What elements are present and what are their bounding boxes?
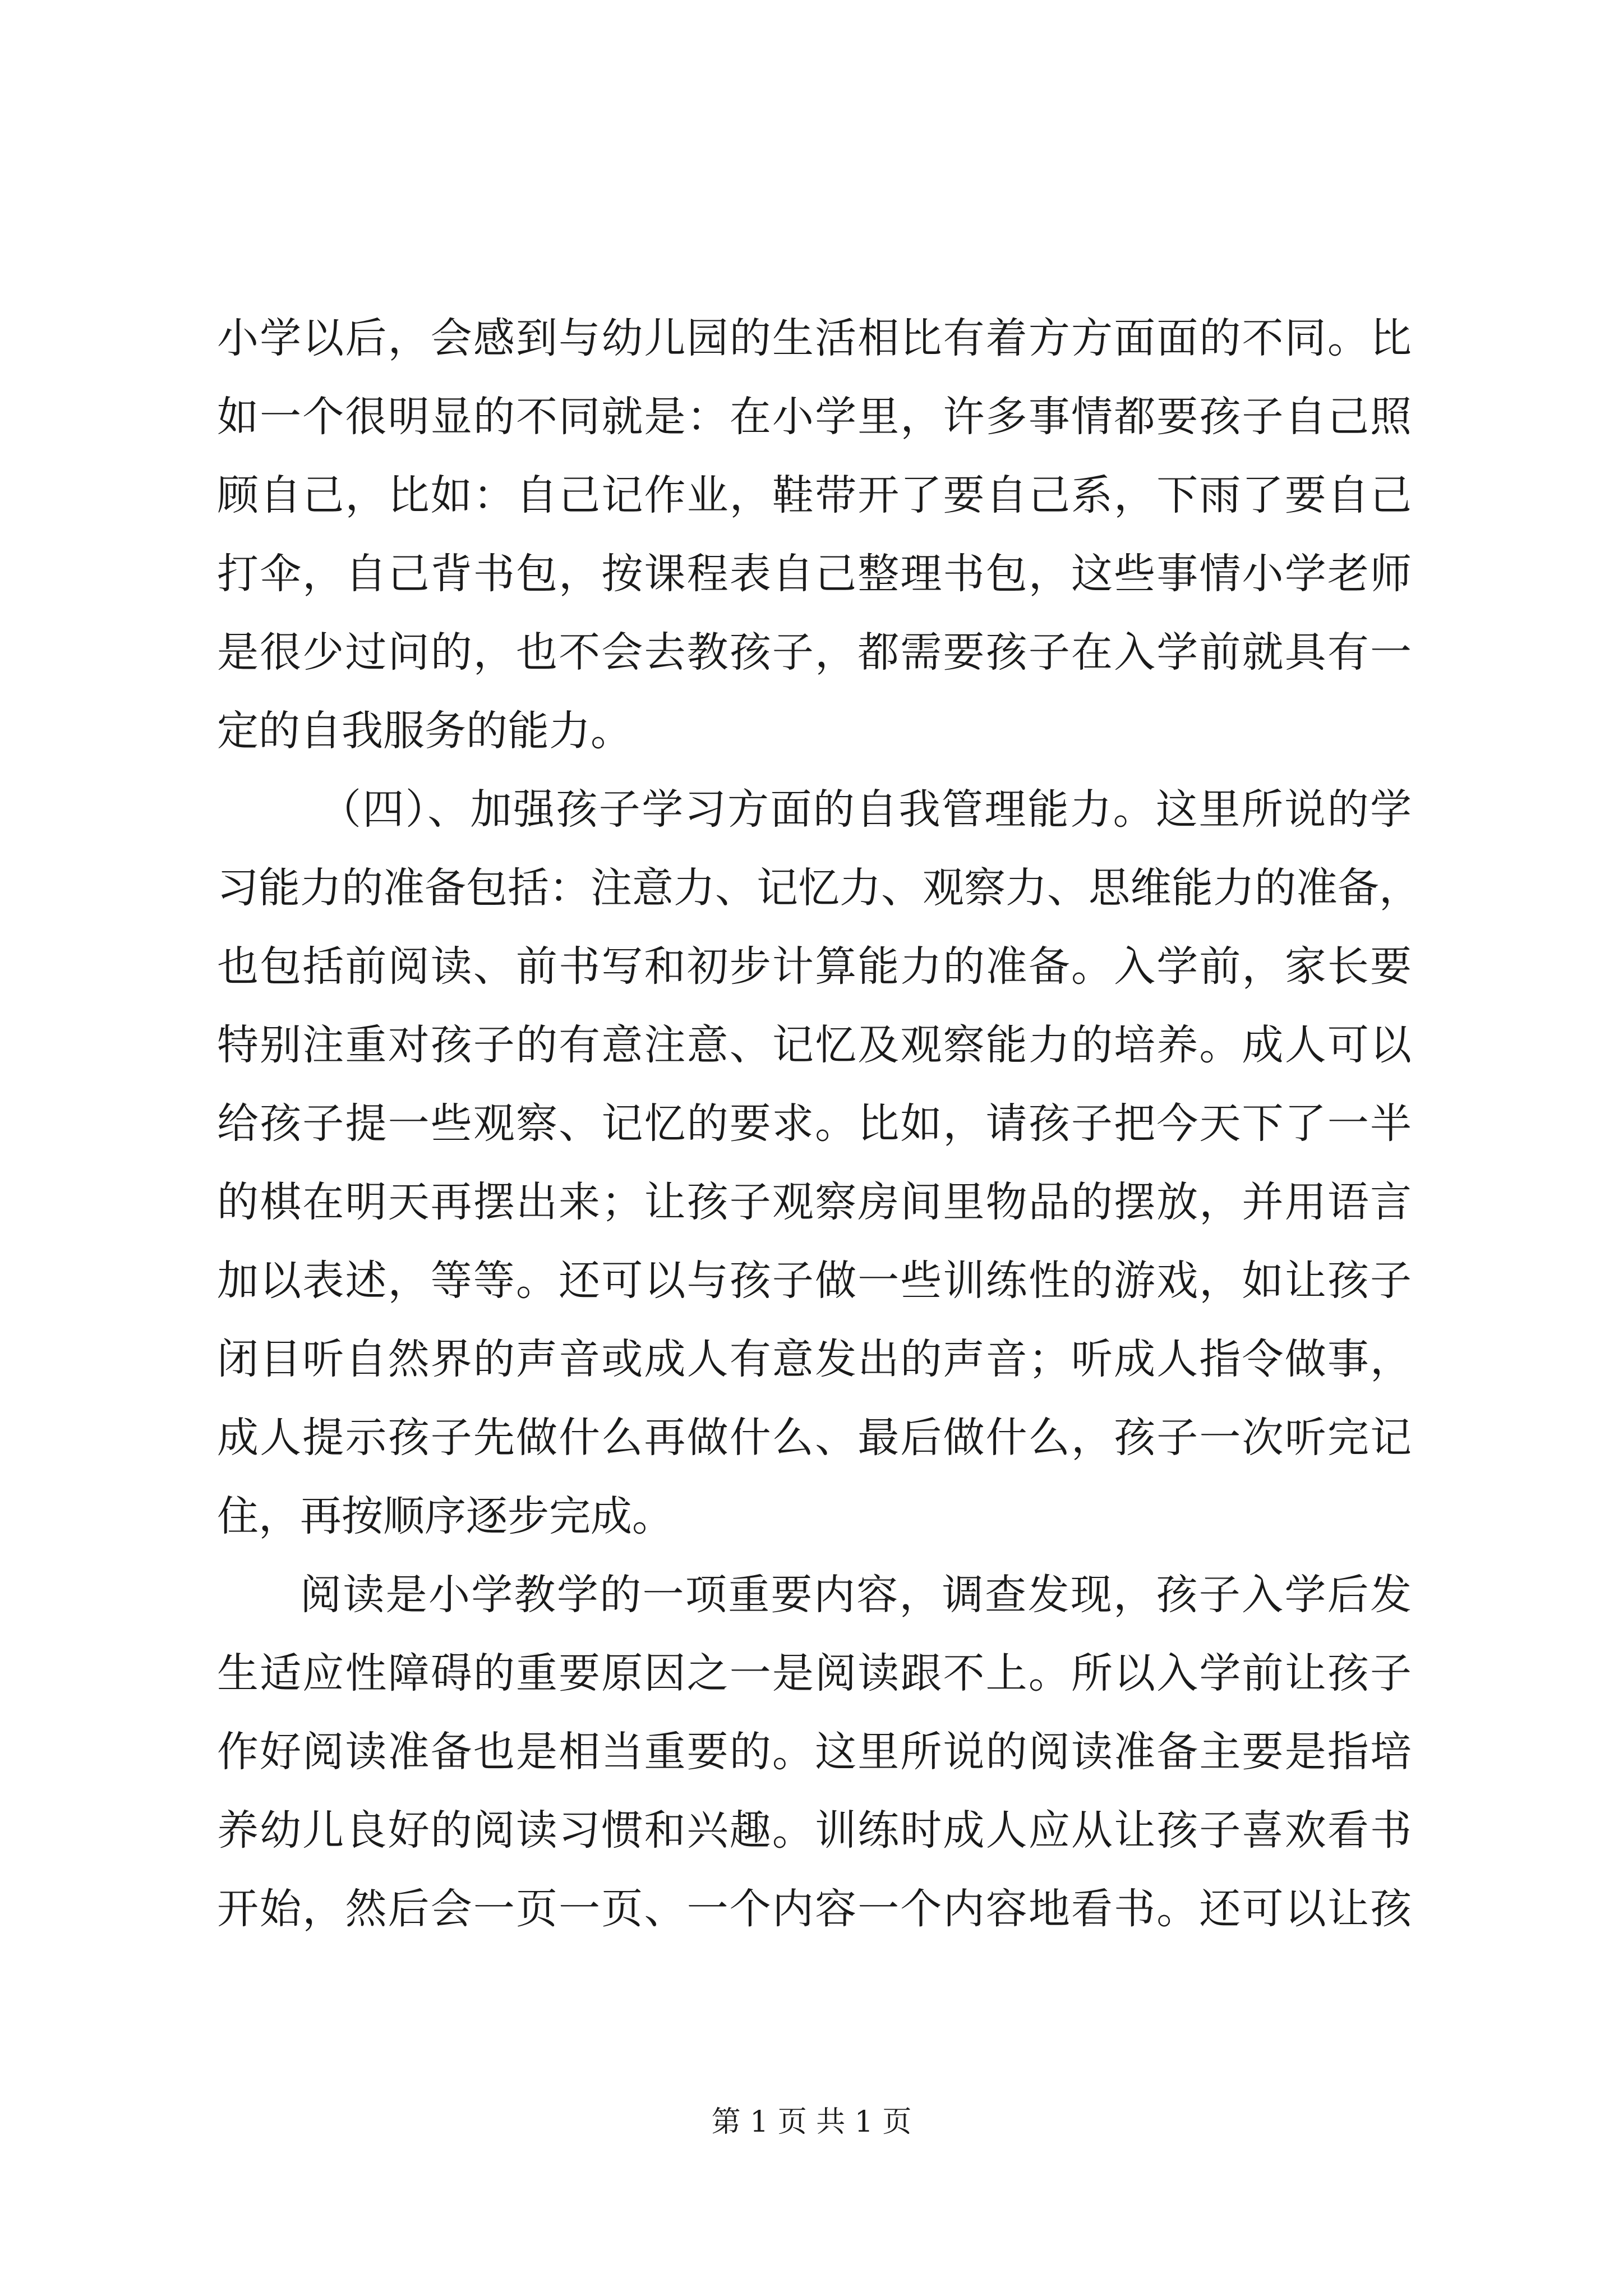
text-line: 习能力的准备包括：注意力、记忆力、观察力、思维能力的准备， (217, 864, 1421, 912)
text-line: 生适应性障碍的重要原因之一是阅读跟不上。所以入学前让孩子 (217, 1649, 1412, 1697)
text-line: 闭目听自然界的声音或成人有意发出的声音；听成人指令做事， (217, 1335, 1412, 1383)
text-line: 加以表述，等等。还可以与孩子做一些训练性的游戏，如让孩子 (217, 1257, 1412, 1305)
text-line: 作好阅读准备也是相当重要的。这里所说的阅读准备主要是指培 (217, 1728, 1412, 1776)
text-line: 是很少过问的，也不会去教孩子，都需要孩子在入学前就具有一 (217, 628, 1412, 677)
text-line: （四）、加强孩子学习方面的自我管理能力。这里所说的学 (320, 785, 1412, 834)
text-line: 的棋在明天再摆出来；让孩子观察房间里物品的摆放，并用语言 (217, 1178, 1412, 1226)
text-line: 定的自我服务的能力。 (217, 707, 632, 755)
text-line: 开始，然后会一页一页、一个内容一个内容地看书。还可以让孩 (217, 1885, 1412, 1933)
text-line: 给孩子提一些观察、记忆的要求。比如，请孩子把今天下了一半 (217, 1099, 1412, 1148)
document-body (217, 299, 1421, 1948)
text-line: 特别注重对孩子的有意注意、记忆及观察能力的培养。成人可以 (217, 1021, 1412, 1069)
text-line: 打伞，自己背书包，按课程表自己整理书包，这些事情小学老师 (217, 550, 1412, 598)
text-line: 养幼儿良好的阅读习惯和兴趣。训练时成人应从让孩子喜欢看书 (217, 1806, 1412, 1855)
text-line: 顾自己，比如：自己记作业，鞋带开了要自己系，下雨了要自己 (217, 471, 1412, 519)
text-line: 成人提示孩子先做什么再做什么、最后做什么，孩子一次听完记 (217, 1414, 1412, 1462)
text-line: 住，再按顺序逐步完成。 (217, 1492, 674, 1540)
text-line: 如一个很明显的不同就是：在小学里，许多事情都要孩子自己照 (217, 393, 1412, 441)
text-line: 阅读是小学教学的一项重要内容，调查发现，孩子入学后发 (300, 1571, 1412, 1619)
text-line: 小学以后，会感到与幼儿园的生活相比有着方方面面的不同。比 (217, 314, 1412, 362)
text-line: 也包括前阅读、前书写和初步计算能力的准备。入学前，家长要 (217, 942, 1412, 991)
page-footer: 第 1 页 共 1 页 (711, 2105, 912, 2139)
